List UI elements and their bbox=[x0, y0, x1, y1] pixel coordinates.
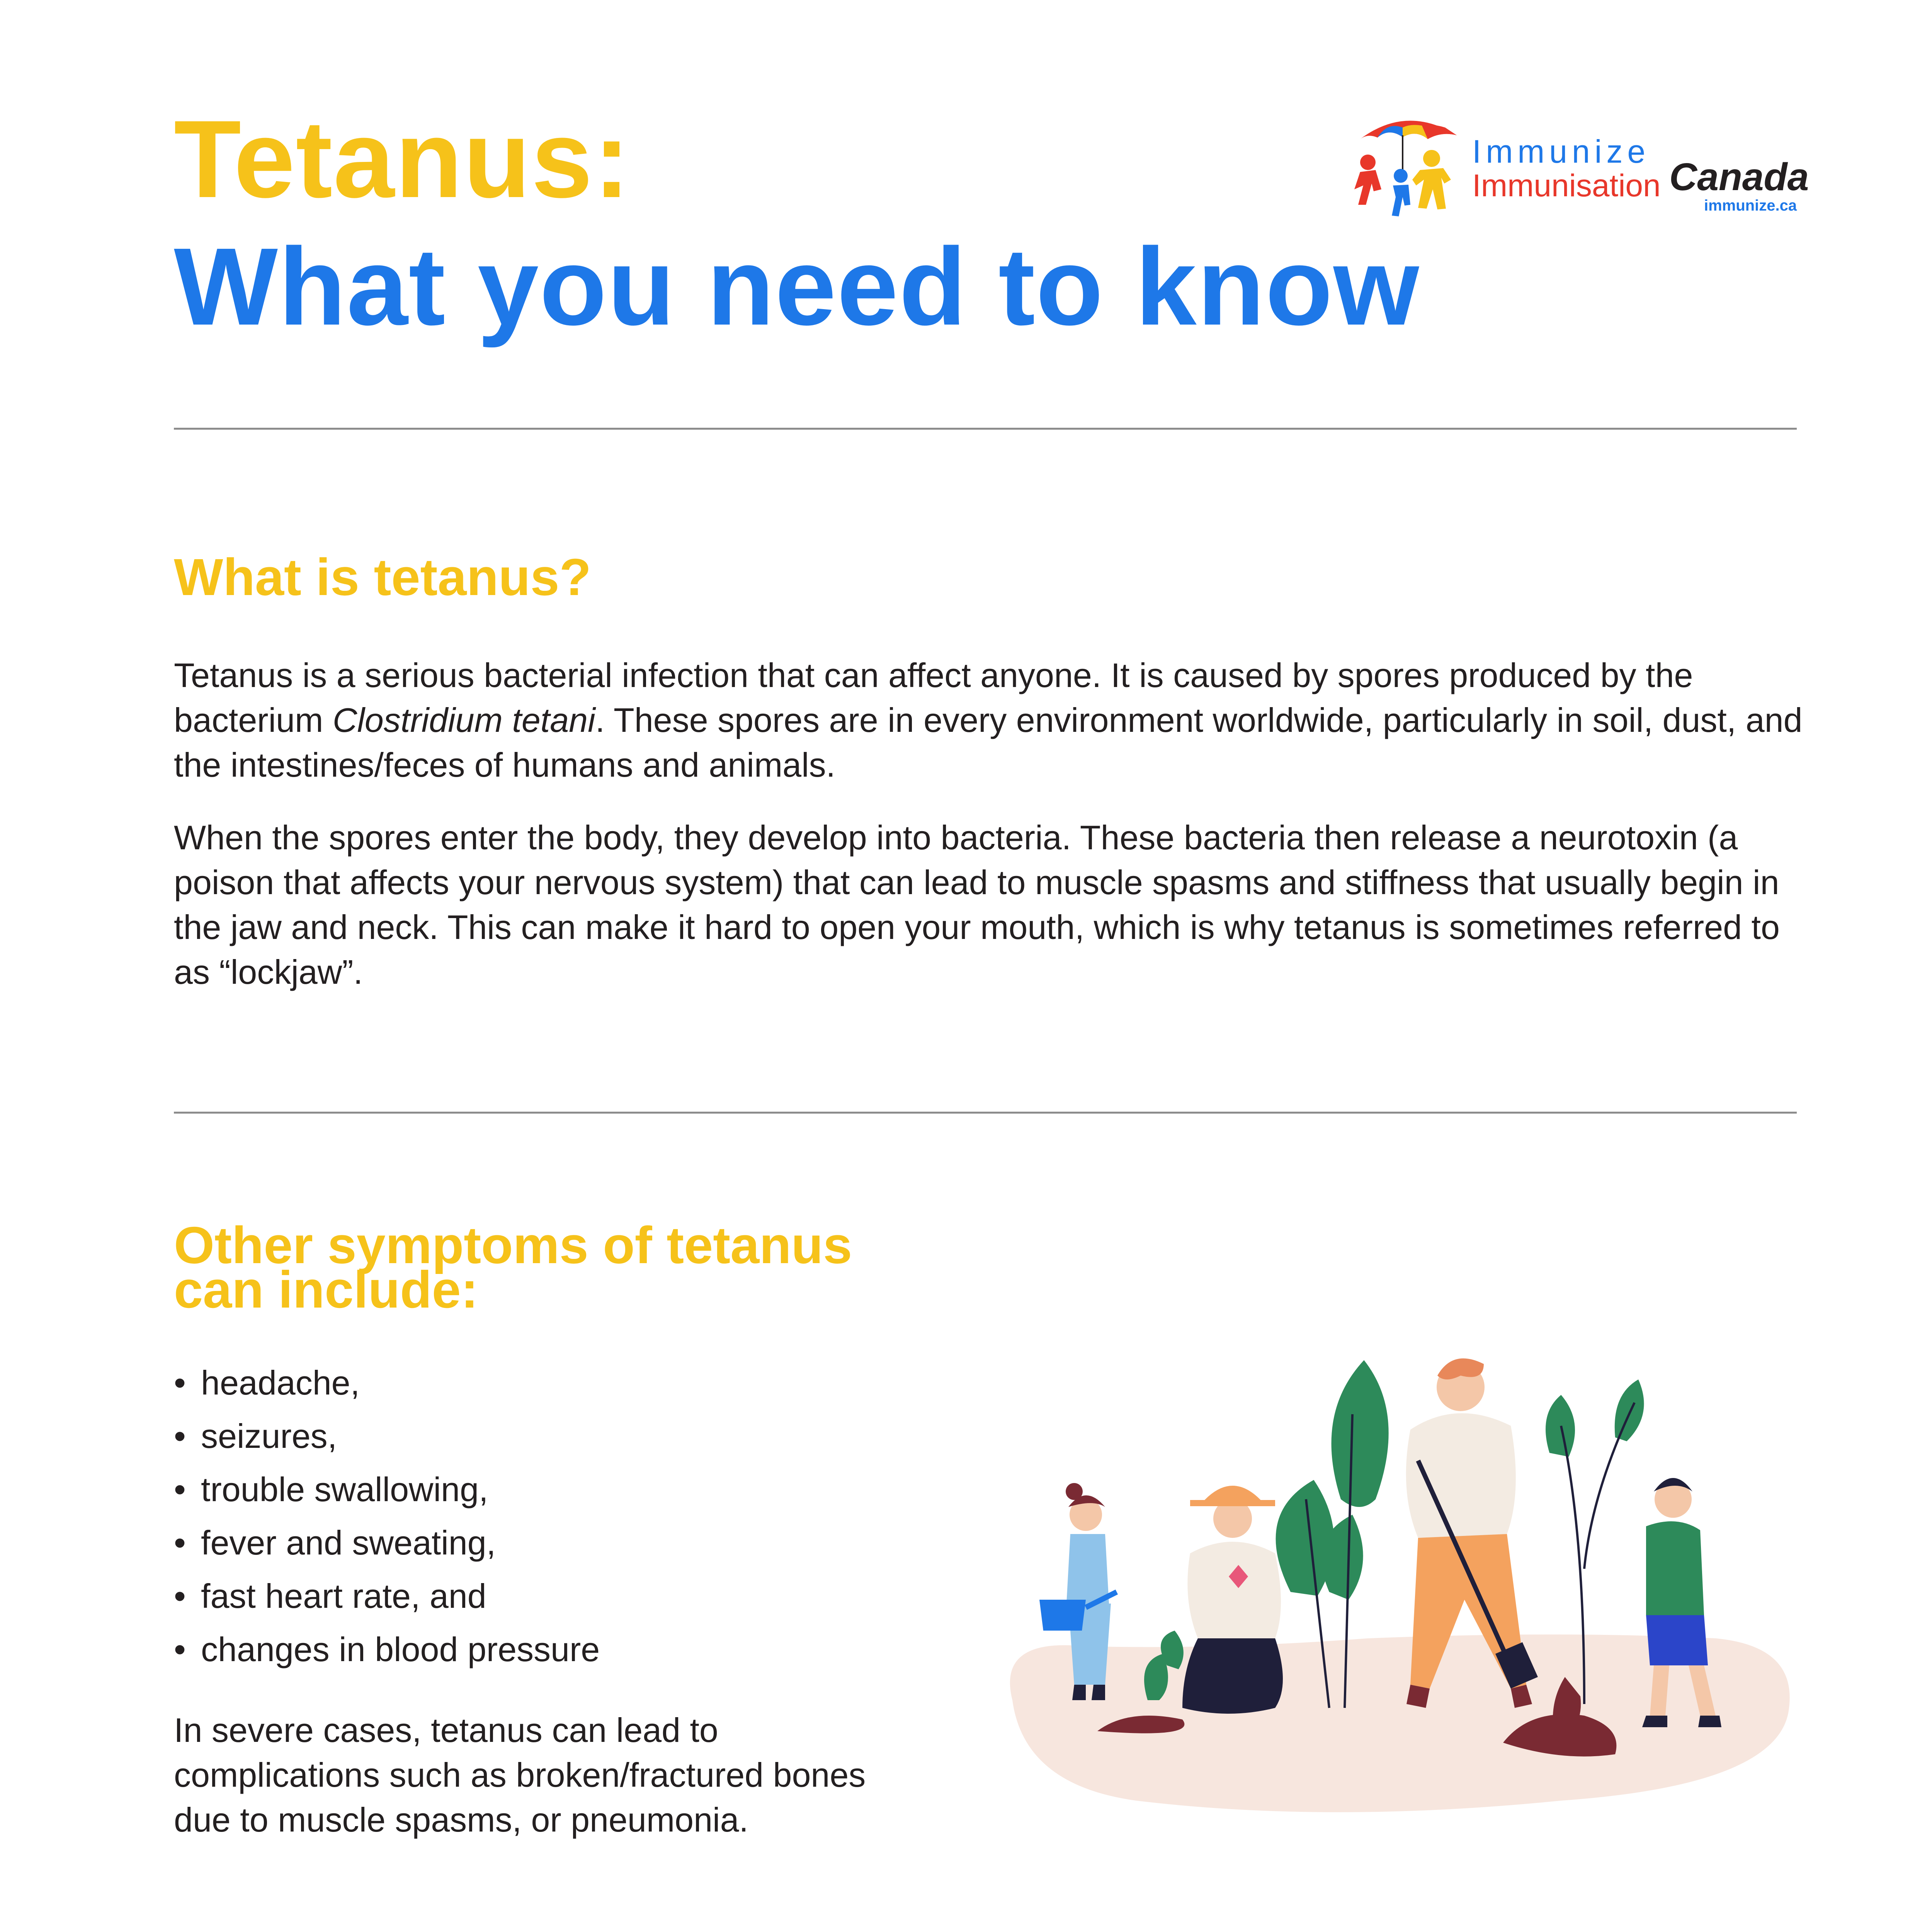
list-item: • trouble swallowing, bbox=[174, 1470, 488, 1509]
page-subtitle: What you need to know bbox=[174, 225, 1420, 348]
logo-text-immunisation: Immunisation bbox=[1472, 168, 1661, 203]
symptoms-closing-paragraph: In severe cases, tetanus can lead to complications such as broken/fractured bones due to muscle spasms, or pneumonia. bbox=[174, 1711, 866, 1839]
section-heading-symptoms: Other symptoms of tetanus can include: bbox=[174, 1216, 852, 1319]
list-item: • headache, bbox=[174, 1364, 360, 1402]
list-item: • seizures, bbox=[174, 1417, 337, 1455]
page-title: Tetanus: bbox=[174, 98, 631, 221]
list-item: • changes in blood pressure bbox=[174, 1630, 600, 1668]
section-what-is-paragraph-2: When the spores enter the body, they develop into bacteria. These bacteria then release a neurotoxin (a poison that affects your nervous system) that can lead to muscle spasms and stiffness that usually begin in the jaw and neck. This can make it hard to open your mouth, which is why tetanus is sometimes referred to as “lockjaw”. bbox=[174, 818, 1780, 991]
umbrella-family-icon bbox=[1345, 112, 1468, 224]
list-item: • fever and sweating, bbox=[174, 1524, 496, 1562]
logo-text-immunize: Immunize bbox=[1472, 133, 1650, 170]
immunize-canada-logo bbox=[1345, 112, 1809, 228]
divider-top bbox=[174, 428, 1797, 430]
list-item: • fast heart rate, and bbox=[174, 1577, 486, 1615]
bacterium-name: Clostridium tetani bbox=[332, 701, 595, 739]
section-heading-what-is: What is tetanus? bbox=[174, 548, 592, 606]
divider-middle bbox=[174, 1112, 1797, 1114]
symptoms-list bbox=[174, 1356, 947, 1676]
section-what-is-paragraph-1: Tetanus is a serious bacterial infection that can affect anyone. It is caused by spores produced by the bacterium Clostridium tetani. These spores are in every environment worldwide, particularly in soil, dust, and the intestines/feces of humans and animals. bbox=[174, 656, 1803, 784]
family-gardening-illustration bbox=[981, 1298, 1801, 1870]
logo-text-canada: Canada bbox=[1669, 155, 1809, 199]
logo-text-url: immunize.ca bbox=[1704, 197, 1797, 214]
